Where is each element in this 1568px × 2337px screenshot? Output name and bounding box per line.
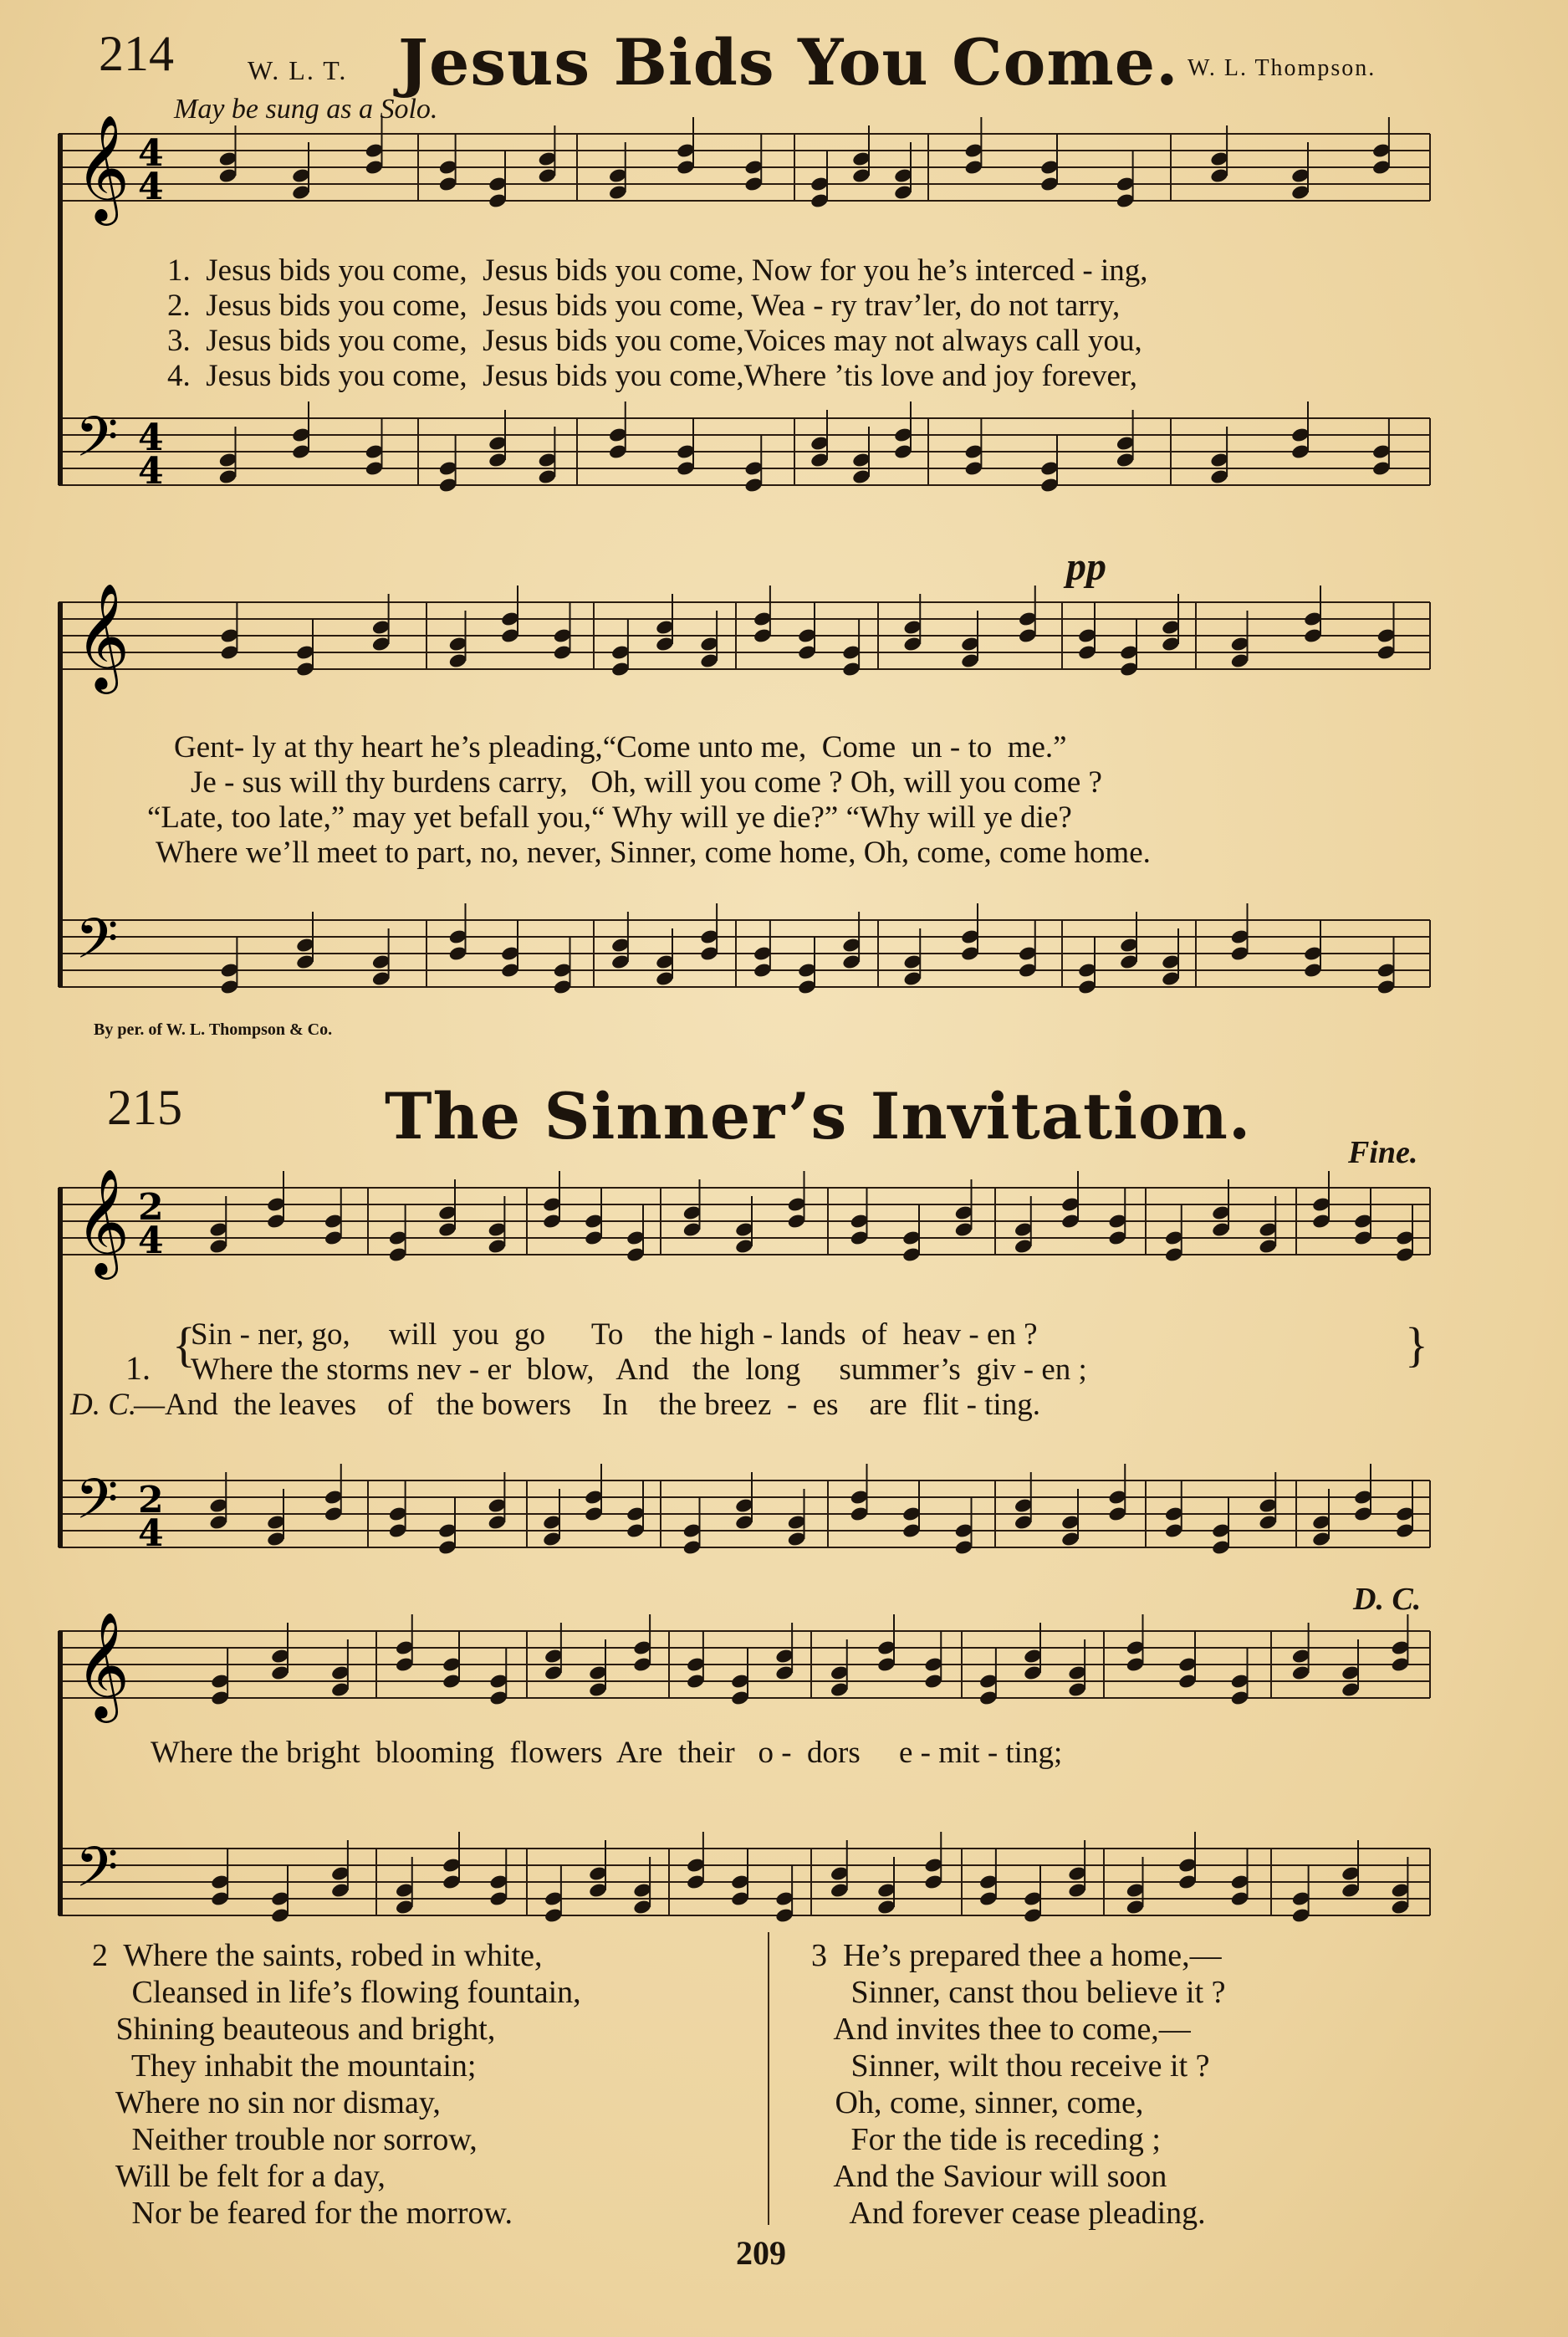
verse-2-line: Will be felt for a day, [92,2159,386,2194]
hymn-214-composer: W. L. Thompson. [1187,55,1376,81]
time-sig-bottom: 4 [138,1512,164,1555]
hymn-214-credit: By per. of W. L. Thompson & Co. [94,1020,333,1039]
hymn-214-line2-verse4: Where we’ll meet to part, no, never, Sinner, come home, Oh, come, come home. [156,836,1151,870]
dc-end-marker: D. C. [1353,1582,1422,1617]
time-sig-top: 2 [138,1186,164,1229]
verse-marker: 1. [125,1349,151,1387]
hymn-214-line1-verse4: 4. Jesus bids you come, Jesus bids you come,Where ’tis love and joy forever, [167,359,1138,393]
verse-divider [768,1932,769,2225]
hymn-214-direction: May be sung as a Solo. [174,94,438,125]
bass-clef: 𝄢 [75,1835,119,1913]
hymn-214-line2-verse1: Gent- ly at thy heart he’s pleading,“Come unto me, Come un - to me.” [174,730,1067,765]
hymn-214-line2-verse3: “Late, too late,” may yet befall you,“ Why will ye die?” “Why will ye die? [147,800,1072,835]
hymn-215-line1-a: Sin - ner, go, will you go To the high - lands of heav - en ? [191,1317,1038,1352]
treble-clef: 𝄞 [75,114,130,221]
time-sig-top: 4 [138,132,164,175]
treble-clef: 𝄞 [75,582,130,689]
verse-3-line: Sinner, wilt thou receive it ? [811,2048,1210,2084]
hymn-214-line1-verse2: 2. Jesus bids you come, Jesus bids you come, Wea - ry trav’ler, do not tarry, [167,289,1121,323]
verse-2-line: Nor be feared for the morrow. [92,2196,513,2231]
verse-2-line: Shining beauteous and bright, [92,2012,496,2047]
verse-3 [811,1937,1226,2232]
verse-2-line: 2 Where the saints, robed in white, [92,1938,543,1973]
treble-clef: 𝄞 [75,1168,130,1275]
verse-2-line: Where no sin nor dismay, [92,2085,441,2120]
hymn-214-line1-verse3: 3. Jesus bids you come, Jesus bids you come,Voices may not always call you, [167,324,1142,358]
hymn-215-number: 215 [107,1080,182,1135]
verse-3-line: For the tide is receding ; [811,2122,1161,2157]
verse-3-line: Oh, come, sinner, come, [811,2085,1144,2120]
hymn-215-line1-dc: —And the leaves of the bowers In the breez - es are flit - ting. [134,1388,1040,1422]
time-sig-bottom: 4 [138,166,164,208]
verse-3-line: And forever cease pleading. [811,2196,1206,2231]
treble-clef: 𝄞 [75,1611,130,1718]
brace-right: } [1405,1317,1428,1372]
dynamic-pp: pp [1066,545,1106,589]
verse-3-line: And invites thee to come,— [811,2012,1191,2047]
verse-2-line: They inhabit the mountain; [92,2048,477,2084]
bass-clef: 𝄢 [75,907,119,984]
hymn-214-author-left: W. L. T. [248,55,348,85]
verse-3-line: And the Saviour will soon [811,2159,1167,2194]
brace-left: { [172,1317,196,1372]
verse-2-line: Neither trouble nor sorrow, [92,2122,478,2157]
hymn-215-title: The Sinner’s Invitation. [385,1079,1252,1153]
verse-3-line: Sinner, canst thou believe it ? [811,1975,1226,2010]
hymn-214-line1-verse1: 1. Jesus bids you come, Jesus bids you come, Now for you he’s interced - ing, [167,253,1148,288]
dc-label: D. C. [70,1388,137,1422]
verse-2-line: Cleansed in life’s flowing fountain, [92,1975,581,2010]
page-number: 209 [736,2234,786,2272]
verse-2 [92,1937,581,2232]
time-sig-top: 4 [138,417,164,459]
time-sig-bottom: 4 [138,450,164,493]
hymn-214-number: 214 [99,26,174,81]
hymn-214-title: Jesus Bids You Come. [398,25,1179,100]
hymn-215-line2: Where the bright blooming flowers Are their o - dors e - mit - ting; [151,1736,1063,1770]
verse-3-line: 3 He’s prepared thee a home,— [811,1938,1222,1973]
time-sig-top: 2 [138,1479,164,1521]
hymn-214-line2-verse2: Je - sus will thy burdens carry, Oh, will you come ? Oh, will you come ? [191,765,1102,800]
time-sig-bottom: 4 [138,1220,164,1262]
hymn-215-line1-b: Where the storms nev - er blow, And the long summer’s giv - en ; [191,1353,1087,1387]
bass-clef: 𝄢 [75,405,119,483]
bass-clef: 𝄢 [75,1467,119,1545]
fine-marker: Fine. [1348,1135,1418,1170]
